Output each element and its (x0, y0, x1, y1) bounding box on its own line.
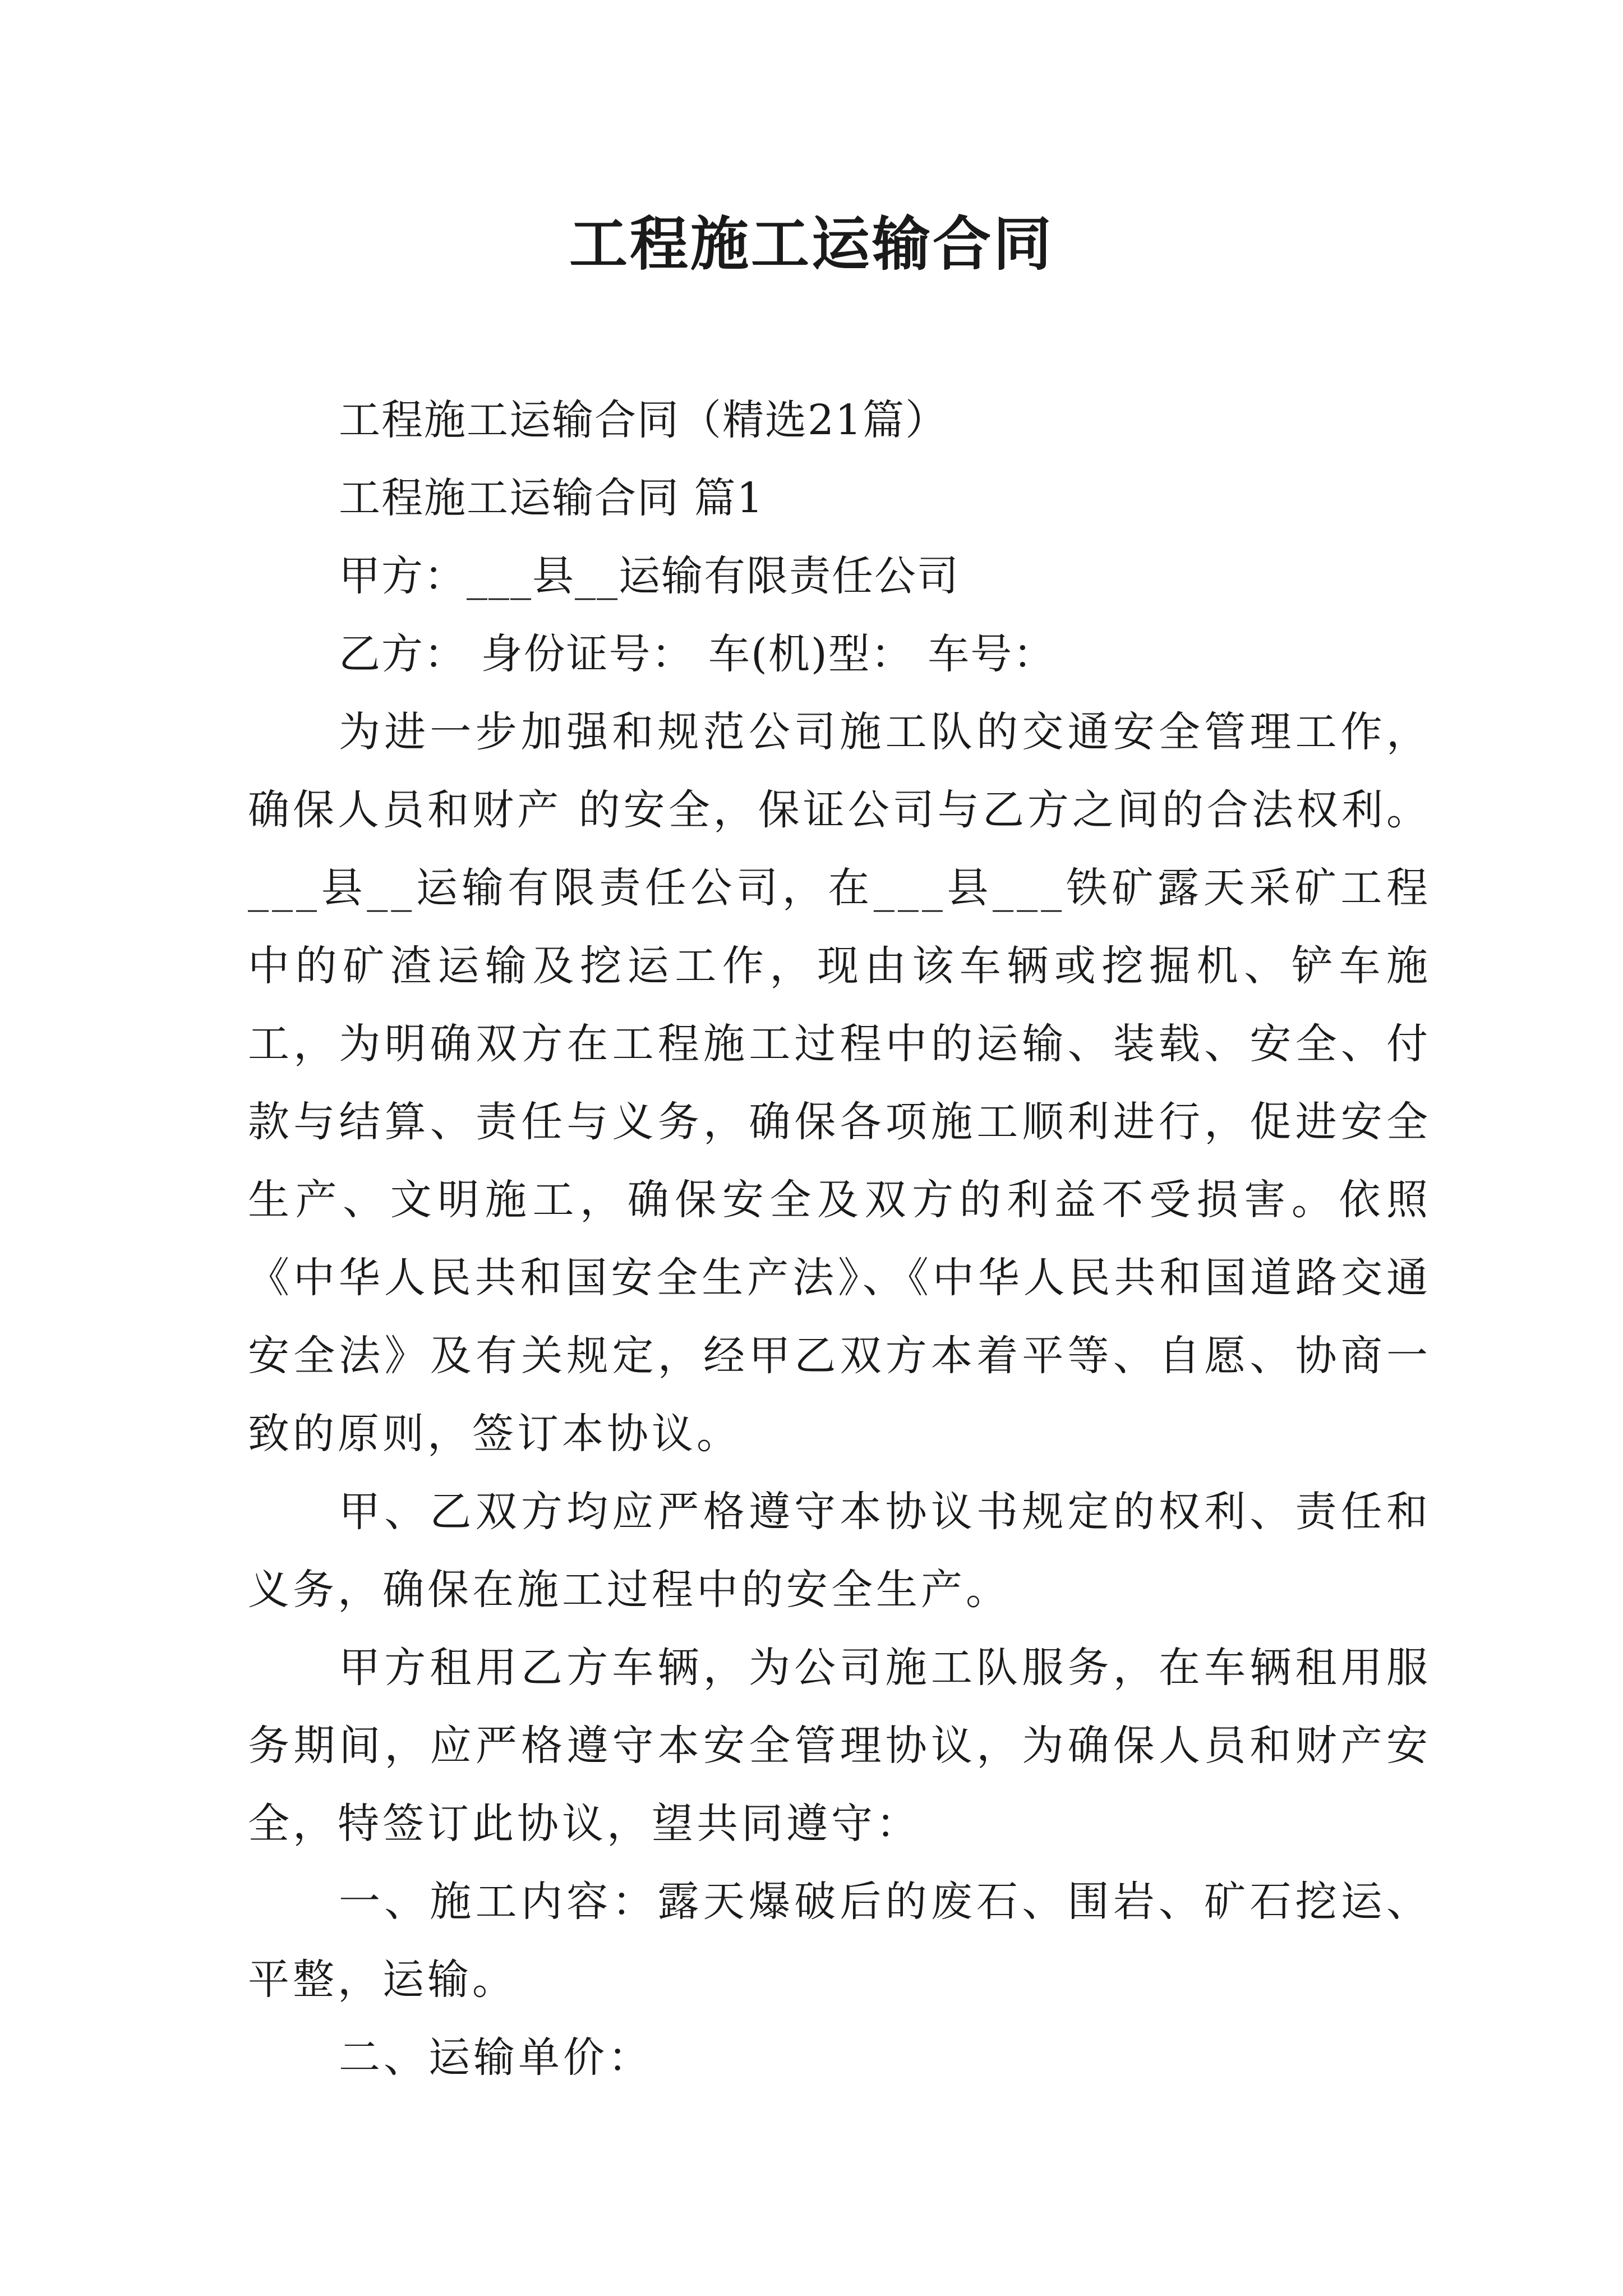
party-b-line: 乙方： 身份证号： 车(机)型： 车号： (339, 630, 1056, 678)
paragraph-obligations: 甲、乙双方均应严格遵守本协议书规定的权利、责任和义务，确保在施工过程中的安全生产。 (248, 1488, 1431, 1614)
document-body (248, 381, 1431, 2097)
paragraph-construction-content: 一、施工内容：露天爆破后的废石、围岩、矿石挖运、平整，运输。 (248, 1878, 1431, 2004)
party-a-line: 甲方：___县__运输有限责任公司 (339, 552, 960, 600)
section-heading: 工程施工运输合同 篇1 (339, 474, 764, 522)
subtitle-line: 工程施工运输合同（精选21篇） (339, 396, 948, 444)
paragraph-rental: 甲方租用乙方车辆，为公司施工队服务，在车辆租用服务期间，应严格遵守本安全管理协议，为确保人员和财产安全，特签订此协议，望共同遵守： (248, 1644, 1431, 1848)
document-title: 工程施工运输合同 (569, 209, 1054, 278)
paragraph-purpose: 为进一步加强和规范公司施工队的交通安全管理工作，确保人员和财产 的安全，保证公司与乙方之间的合法权利。___县__运输有限责任公司，在___县___铁矿露天采矿工程中的矿渣运输及挖运工作，现由该车辆或挖掘机、铲车施工，为明确双方在工程施工过程中的运输、装载、安全、付款与结算、责任与义务，确保各项施工顺利进行，促进安全生产、文明施工，确保安全及双方的利益不受损害。依照《中华人民共和国安全生产法》、《中华人民共和国道路交通安全法》及有关规定，经甲乙双方本着平等、自愿、协商一致的原则，签订本协议。 (248, 708, 1431, 1458)
paragraph-transport-price: 二、运输单价： (339, 2033, 653, 2082)
